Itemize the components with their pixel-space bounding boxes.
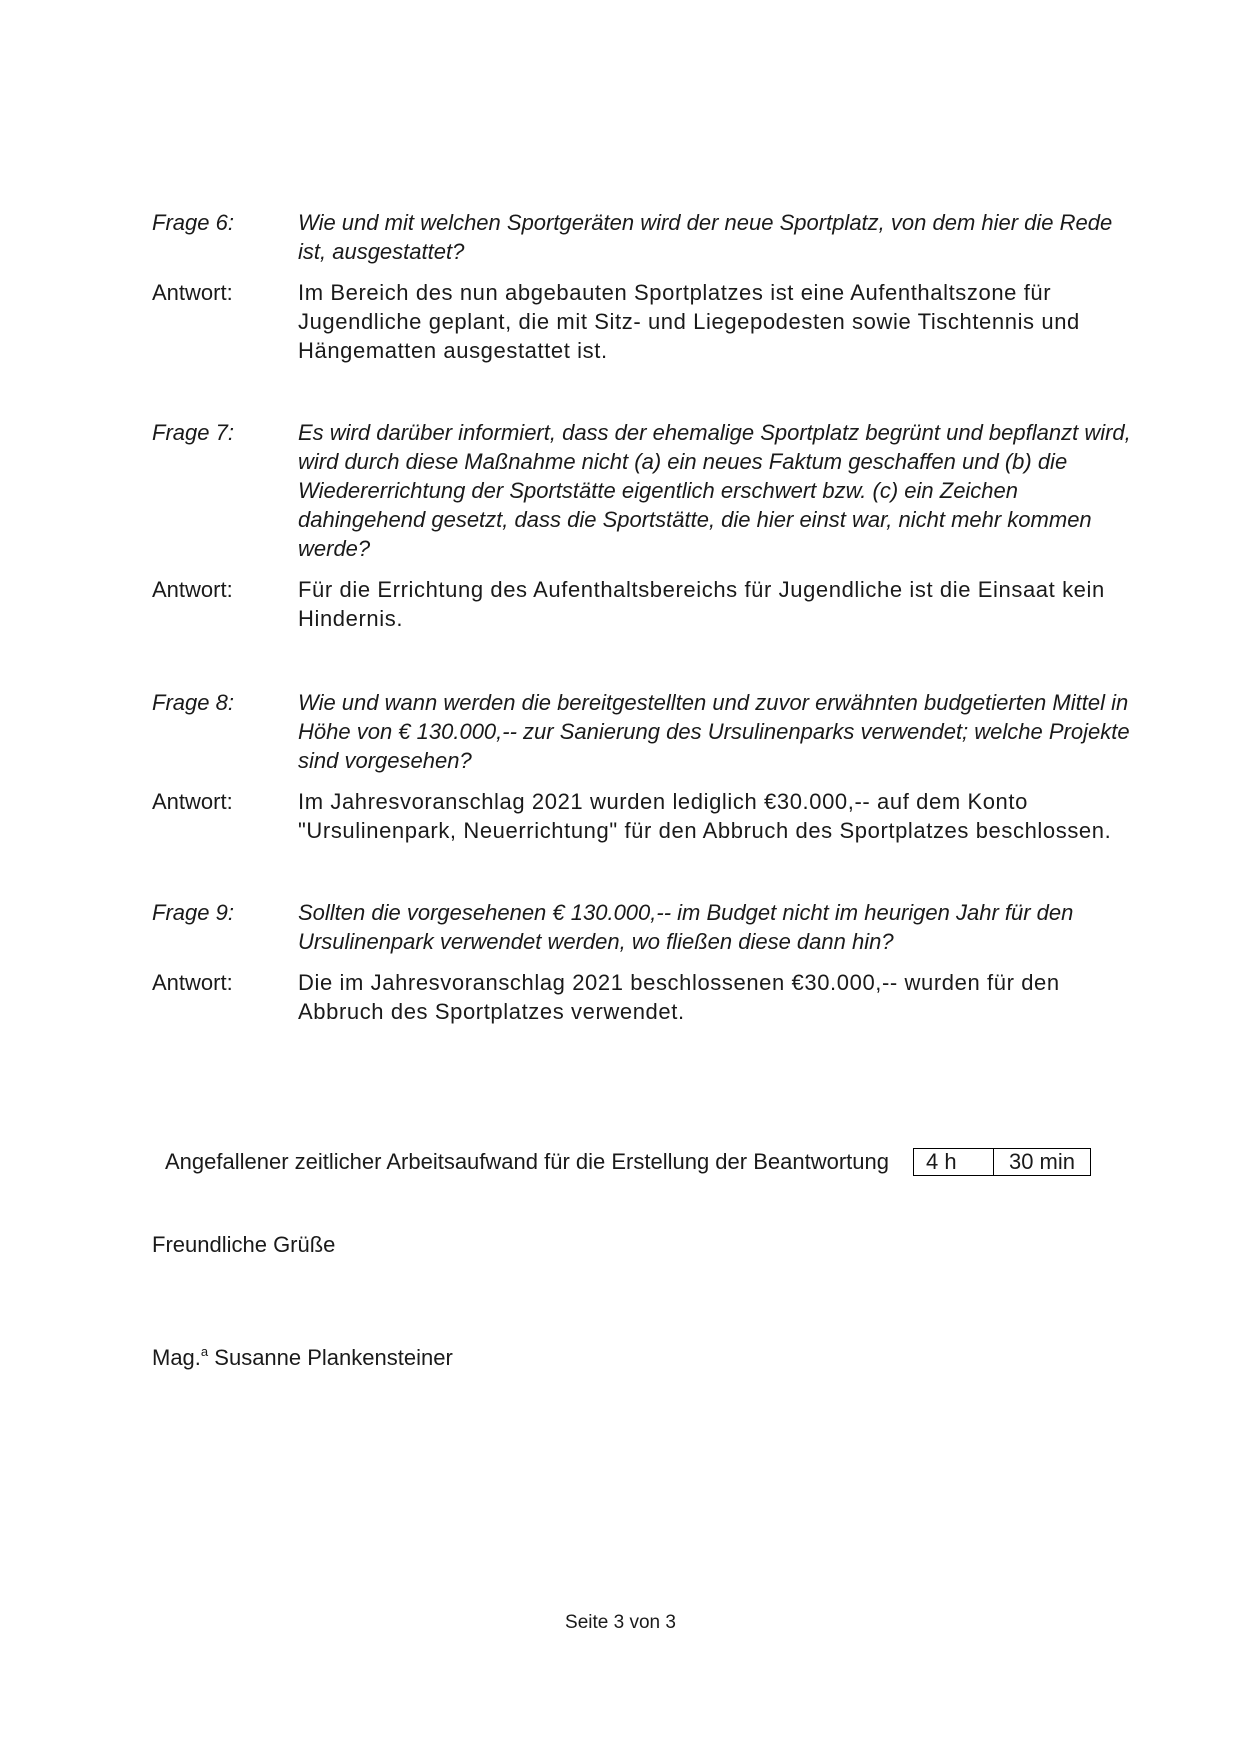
effort-line xyxy=(165,1148,1091,1176)
page-number: Seite 3 von 3 xyxy=(565,1612,676,1633)
answer-label: Antwort: xyxy=(152,970,233,995)
effort-label: Angefallener zeitlicher Arbeitsaufwand für die Erstellung der Beantwortung xyxy=(165,1149,889,1174)
question-row xyxy=(152,418,1142,563)
signature-title: Mag. xyxy=(152,1345,201,1370)
answer-label: Antwort: xyxy=(152,280,233,305)
signature-name: Susanne Plankensteiner xyxy=(214,1345,453,1370)
question-label: Frage 7: xyxy=(152,420,234,445)
answer-text: Im Jahresvoranschlag 2021 wurden lediglich €30.000,-- auf dem Konto "Ursulinenpark, Neuerrichtung" für den Abbruch des Sportplatzes beschlossen. xyxy=(298,789,1112,843)
effort-hours: 4 h xyxy=(914,1149,994,1175)
qa-block-7 xyxy=(152,418,1142,633)
question-label: Frage 9: xyxy=(152,900,234,925)
question-row xyxy=(152,208,1142,266)
question-label: Frage 6: xyxy=(152,210,234,235)
answer-row xyxy=(152,278,1142,365)
question-text: Es wird darüber informiert, dass der ehemalige Sportplatz begrünt und bepflanzt wird, wird durch diese Maßnahme nicht (a) ein neues Faktum geschaffen und (b) die Wiedererrichtung der Sportstätte eigentlich erschwert bzw. (c) ein Zeichen dahingehend gesetzt, dass die Sportstätte, die hier einst war, nicht mehr kommen werde? xyxy=(298,420,1131,561)
answer-label: Antwort: xyxy=(152,577,233,602)
answer-row xyxy=(152,787,1142,845)
effort-box xyxy=(913,1148,1091,1176)
question-row xyxy=(152,688,1142,775)
answer-row xyxy=(152,575,1142,633)
greeting: Freundliche Grüße xyxy=(152,1232,336,1257)
question-text: Wie und mit welchen Sportgeräten wird der neue Sportplatz, von dem hier die Rede ist, ausgestattet? xyxy=(298,210,1113,264)
signature-title-sup: a xyxy=(200,1344,209,1359)
answer-row xyxy=(152,968,1142,1026)
answer-text: Für die Errichtung des Aufenthaltsbereichs für Jugendliche ist die Einsaat kein Hindernis. xyxy=(298,577,1105,631)
qa-block-6 xyxy=(152,208,1142,365)
answer-text: Im Bereich des nun abgebauten Sportplatzes ist eine Aufenthaltszone für Jugendliche geplant, die mit Sitz- und Liegepodesten sowie Tischtennis und Hängematten ausgestattet ist. xyxy=(298,280,1080,363)
qa-block-8 xyxy=(152,688,1142,845)
question-row xyxy=(152,898,1142,956)
question-label: Frage 8: xyxy=(152,690,234,715)
answer-label: Antwort: xyxy=(152,789,233,814)
effort-minutes: 30 min xyxy=(1008,1149,1075,1174)
question-text: Sollten die vorgesehenen € 130.000,-- im Budget nicht im heurigen Jahr für den Ursulinenpark verwendet werden, wo fließen diese dann hin? xyxy=(298,900,1074,954)
qa-block-9 xyxy=(152,898,1142,1026)
question-text: Wie und wann werden die bereitgestellten und zuvor erwähnten budgetierten Mittel in Höhe von € 130.000,-- zur Sanierung des Ursulinenparks verwendet; welche Projekte sind vorgesehen? xyxy=(298,690,1130,773)
signature xyxy=(152,1344,453,1371)
answer-text: Die im Jahresvoranschlag 2021 beschlossenen €30.000,-- wurden für den Abbruch des Sportplatzes verwendet. xyxy=(298,970,1060,1024)
